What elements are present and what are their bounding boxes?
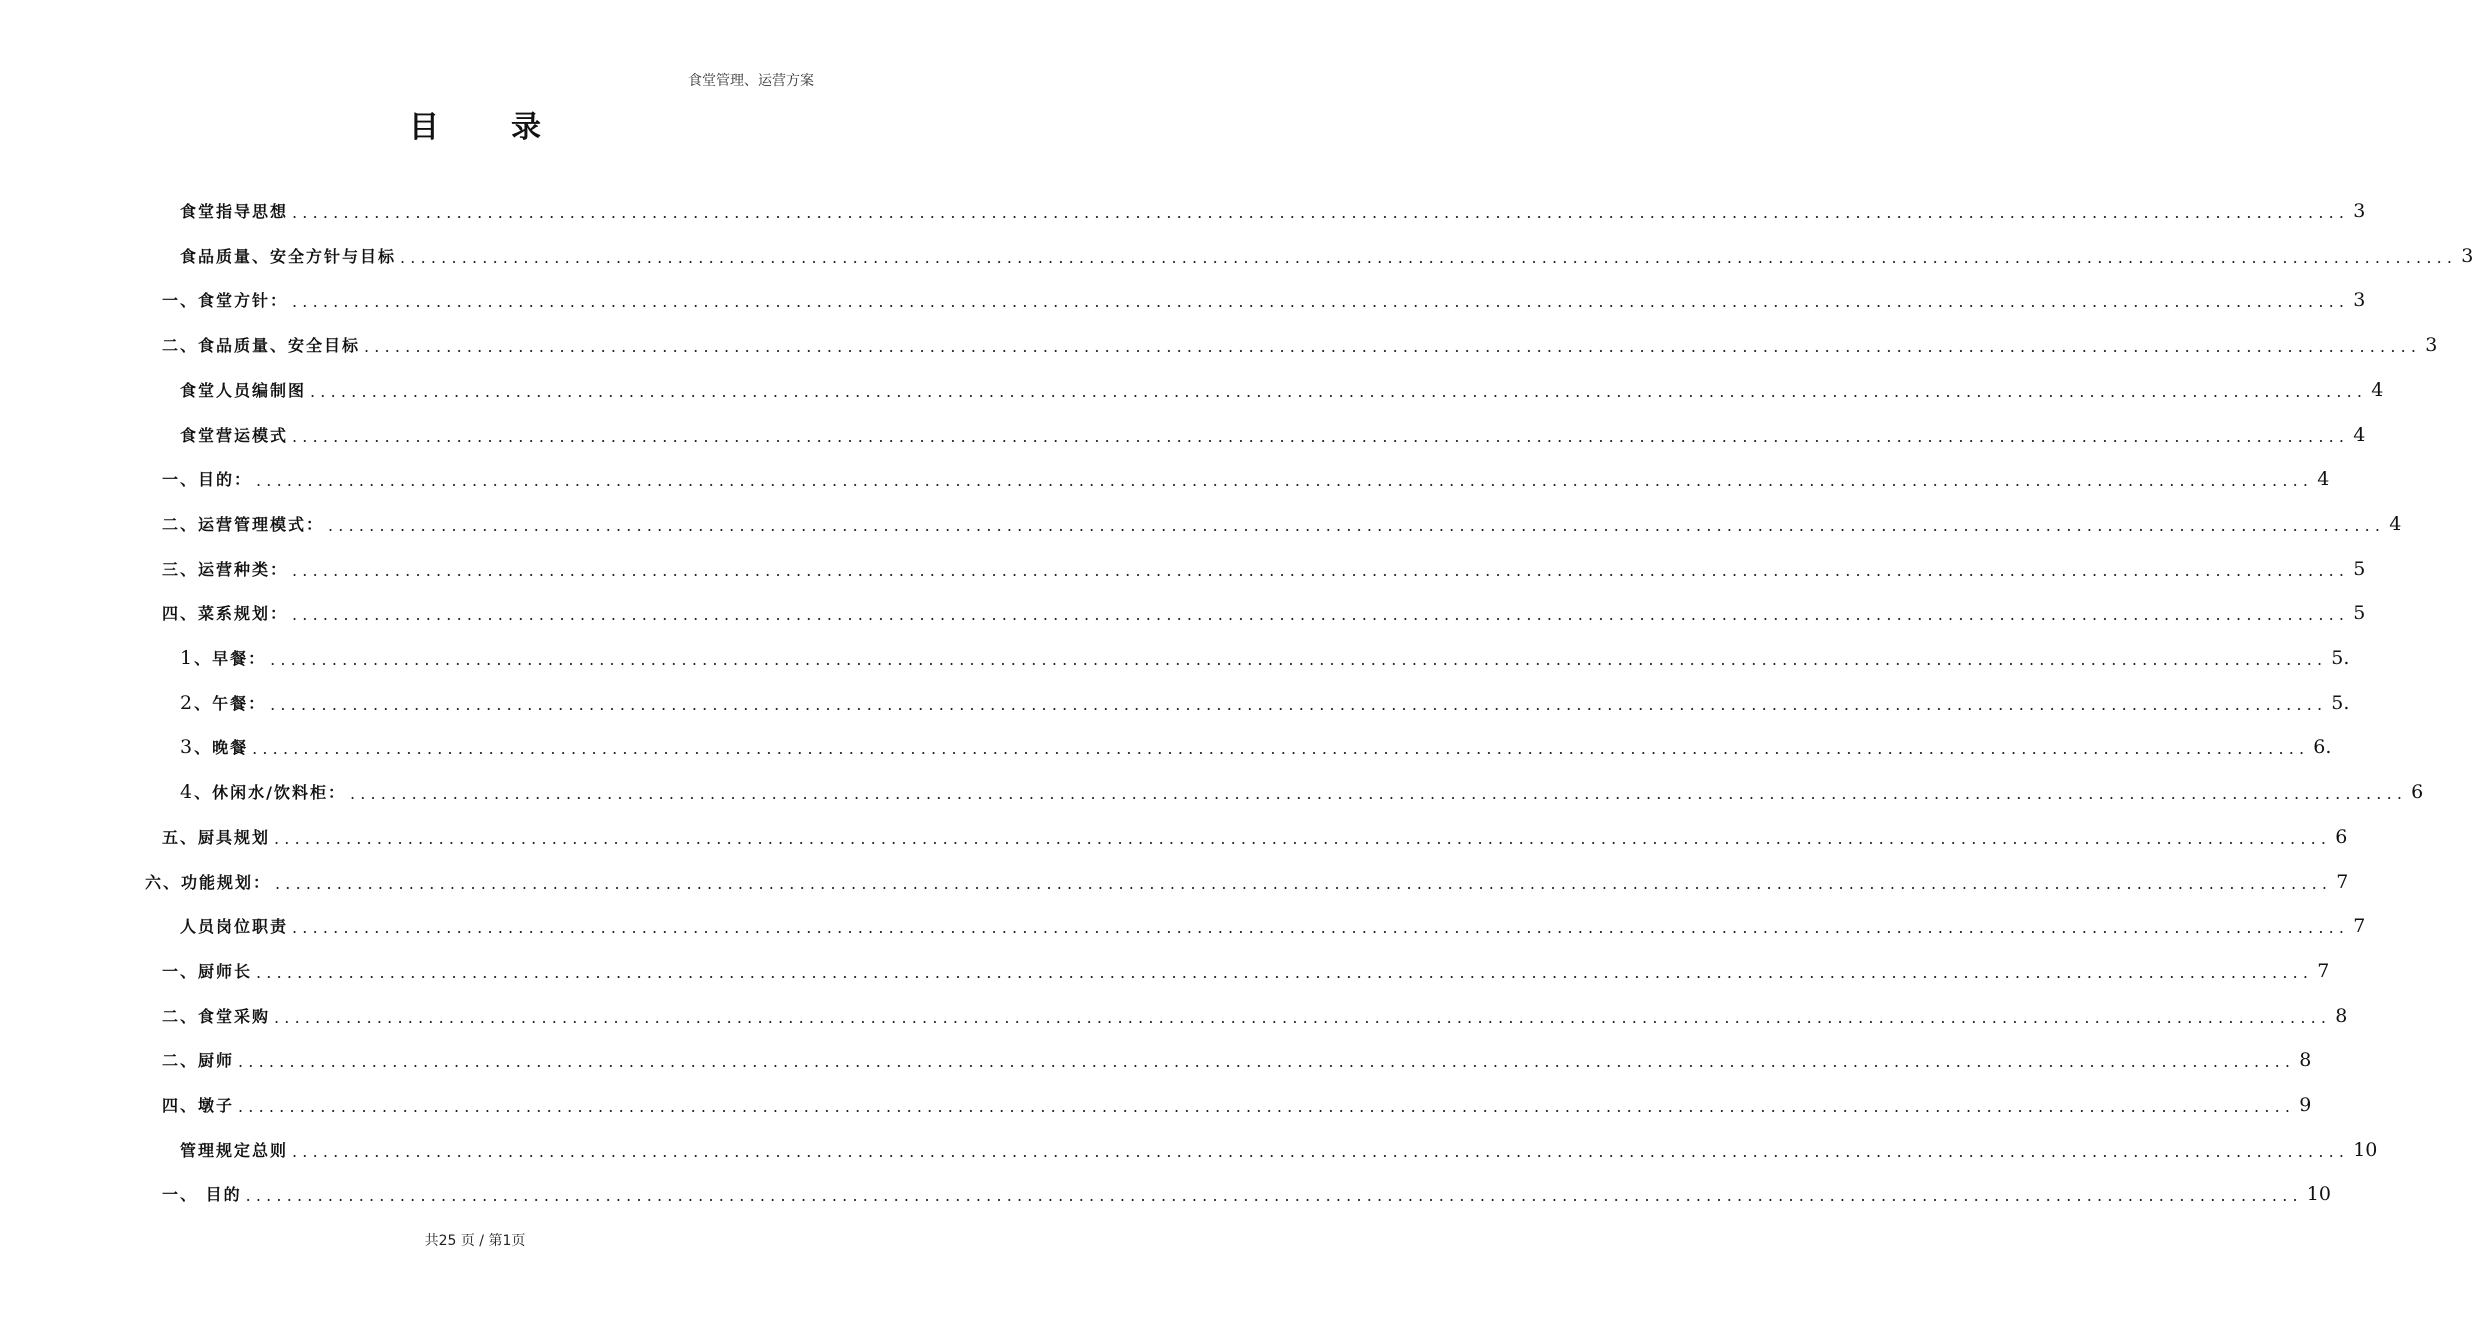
toc-leader-dots: ........................................................................................................................................................................................................ (238, 1097, 2296, 1116)
toc-page-number: 4 (2353, 423, 2366, 446)
toc-entry-label (180, 378, 306, 401)
toc-entry[interactable] (162, 1165, 2331, 1206)
toc-page-number: 3 (2425, 334, 2438, 357)
toc-entry-text: 二、厨师 (162, 1051, 235, 1071)
toc-entry[interactable] (162, 450, 2330, 491)
toc-entry-text: 食堂指导思想 (180, 202, 289, 221)
toc-entry[interactable] (180, 227, 2473, 267)
toc-entry-number: 4 (180, 781, 195, 804)
toc-entry-text: 二、食堂采购 (162, 1006, 271, 1026)
toc-entry[interactable] (180, 361, 2384, 401)
toc-entry-text: 六、功能规划： (145, 872, 272, 892)
toc-leader-dots: ........................................................................................................................................................................................................ (270, 694, 2328, 714)
toc-entry-text: 食堂人员编制图 (180, 380, 307, 400)
toc-leader-dots: ........................................................................................................................................................................................................ (292, 292, 2350, 312)
toc-leader-dots: ........................................................................................................................................................................................................ (274, 828, 2332, 848)
toc-entry[interactable] (162, 987, 2348, 1027)
toc-title: 目录 (409, 110, 613, 145)
toc-entry[interactable] (180, 182, 2366, 222)
toc-entry-label (180, 646, 266, 669)
toc-page-number: 7 (2353, 915, 2366, 938)
toc-entry-text: 四、墩子 (162, 1096, 235, 1115)
toc-entry-label (162, 557, 288, 580)
toc-entry[interactable] (162, 495, 2402, 535)
toc-entry-label (180, 423, 288, 446)
toc-leader-dots: ........................................................................................................................................................................................................ (270, 650, 2328, 669)
toc-entry-text: 一、目的： (162, 470, 253, 490)
toc-entry-text: 一、 目的 (162, 1185, 242, 1205)
toc-entry[interactable] (180, 1121, 2378, 1161)
toc-entry-text: 食品质量、安全方针与目标 (180, 246, 397, 266)
toc-entry-text: 一、食堂方针： (162, 291, 289, 311)
toc-entry-label (180, 1138, 288, 1161)
toc-page-number: 4 (2317, 468, 2330, 491)
toc-entry[interactable] (180, 406, 2366, 446)
toc-entry[interactable] (162, 808, 2348, 848)
toc-page-number: 3 (2353, 200, 2366, 222)
toc-entry[interactable] (162, 271, 2366, 312)
toc-entry[interactable] (180, 674, 2350, 714)
toc-leader-dots: ........................................................................................................................................................................................................ (328, 515, 2386, 535)
toc-entry-text: 四、菜系规划： (162, 604, 289, 624)
toc-leader-dots: ........................................................................................................................................................................................................ (400, 247, 2458, 267)
toc-entry-label (162, 1182, 242, 1205)
toc-entry-label (162, 512, 324, 535)
toc-entry-text: 、午餐： (194, 693, 267, 713)
toc-entry-text: 一、厨师长 (162, 961, 253, 981)
toc-entry[interactable] (180, 763, 2424, 804)
toc-entry-label (180, 691, 266, 714)
toc-entry[interactable] (145, 853, 2349, 893)
toc-entry[interactable] (180, 629, 2350, 669)
toc-page-number: 3 (2353, 289, 2366, 312)
toc-entry-label (162, 288, 288, 311)
toc-leader-dots: ........................................................................................................................................................................................................ (292, 1141, 2350, 1161)
toc-page-number: 3 (2461, 244, 2473, 267)
toc-entry-label (162, 959, 252, 982)
toc-entry-label (145, 870, 271, 893)
toc-leader-dots: ........................................................................................................................................................................................................ (349, 784, 2408, 804)
toc-entry-label (180, 244, 396, 267)
toc-entry[interactable] (162, 942, 2330, 982)
toc-leader-dots: ........................................................................................................................................................................................................ (252, 739, 2310, 759)
toc-entry-label (162, 601, 288, 624)
toc-entry-text: 二、食品质量、安全目标 (162, 336, 361, 356)
toc-entry-text: 人员岗位职责 (180, 917, 289, 937)
toc-page-number: 6 (2335, 825, 2348, 848)
toc-entry-label (180, 199, 288, 222)
toc-leader-dots: ........................................................................................................................................................................................................ (256, 962, 2314, 982)
toc-entry[interactable] (162, 540, 2366, 580)
toc-entry[interactable] (180, 718, 2332, 759)
toc-page-number: 8 (2335, 1004, 2348, 1027)
toc-leader-dots: ........................................................................................................................................................................................................ (238, 1052, 2296, 1072)
toc-entry-text: 、休闲水/饮料柜： (194, 783, 346, 803)
toc-leader-dots: ........................................................................................................................................................................................................ (310, 381, 2368, 401)
page-footer: 共25 页 / 第1页 (424, 1233, 526, 1249)
toc-page-number: 7 (2336, 870, 2349, 893)
toc-entry-label (162, 1048, 234, 1071)
toc-leader-dots: ........................................................................................................................................................................................................ (274, 1007, 2332, 1027)
toc-leader-dots: ........................................................................................................................................................................................................ (292, 560, 2350, 580)
toc-entry-number: 3 (180, 736, 195, 759)
toc-leader-dots: ........................................................................................................................................................................................................ (292, 426, 2350, 446)
toc-entry-text: 食堂营运模式 (180, 425, 289, 445)
toc-entry-label (180, 914, 288, 937)
toc-leader-dots: ........................................................................................................................................................................................................ (245, 1186, 2303, 1206)
toc-page-number: 4 (2389, 512, 2402, 535)
toc-page-number: 5 (2353, 602, 2366, 625)
toc-page-number: 6. (2313, 736, 2332, 759)
toc-page-number: 10 (2306, 1183, 2331, 1206)
toc-entry-label (162, 1004, 270, 1027)
toc-entry[interactable] (162, 1031, 2312, 1072)
toc-entry-label (162, 825, 270, 848)
toc-page-number: 7 (2317, 959, 2330, 982)
toc-entry-text: 、早餐： (194, 649, 267, 668)
toc-entry[interactable] (162, 1076, 2312, 1116)
toc-page-number: 5. (2331, 647, 2350, 669)
toc-entry-text: 二、运营管理模式： (162, 514, 325, 534)
toc-leader-dots: ........................................................................................................................................................................................................ (292, 918, 2350, 938)
toc-page-number: 8 (2299, 1049, 2312, 1072)
toc-entry-label (180, 780, 346, 803)
toc-leader-dots: ........................................................................................................................................................................................................ (364, 337, 2422, 357)
toc-entry[interactable] (162, 316, 2438, 357)
toc-entry-text: 管理规定总则 (180, 1140, 289, 1160)
toc-entry-text: 五、厨具规划 (162, 827, 271, 847)
toc-leader-dots: ........................................................................................................................................................................................................ (292, 605, 2350, 625)
toc-entry-label (180, 735, 248, 758)
toc-leader-dots: ........................................................................................................................................................................................................ (275, 873, 2333, 893)
document-header-title: 食堂管理、运营方案 (688, 73, 814, 89)
toc-entry-number: 2 (180, 691, 195, 714)
toc-entry-text: 、晚餐 (194, 738, 249, 758)
toc-entry-label (162, 1093, 234, 1116)
toc-entry-label (162, 467, 252, 490)
toc-page-number: 5 (2353, 557, 2366, 580)
toc-page-number: 6 (2411, 781, 2424, 804)
toc-page-number: 9 (2299, 1094, 2312, 1116)
toc-page-number: 10 (2353, 1138, 2378, 1161)
toc-leader-dots: ........................................................................................................................................................................................................ (292, 203, 2350, 222)
toc-page-number: 5. (2331, 691, 2350, 714)
toc-entry[interactable] (162, 584, 2366, 625)
toc-entry[interactable] (180, 897, 2366, 938)
toc-entry-text: 三、运营种类： (162, 559, 289, 579)
toc-entry-label (162, 333, 360, 356)
toc-entry-number: 1 (180, 647, 195, 669)
toc-leader-dots: ........................................................................................................................................................................................................ (256, 471, 2314, 491)
toc-page-number: 4 (2371, 378, 2384, 401)
